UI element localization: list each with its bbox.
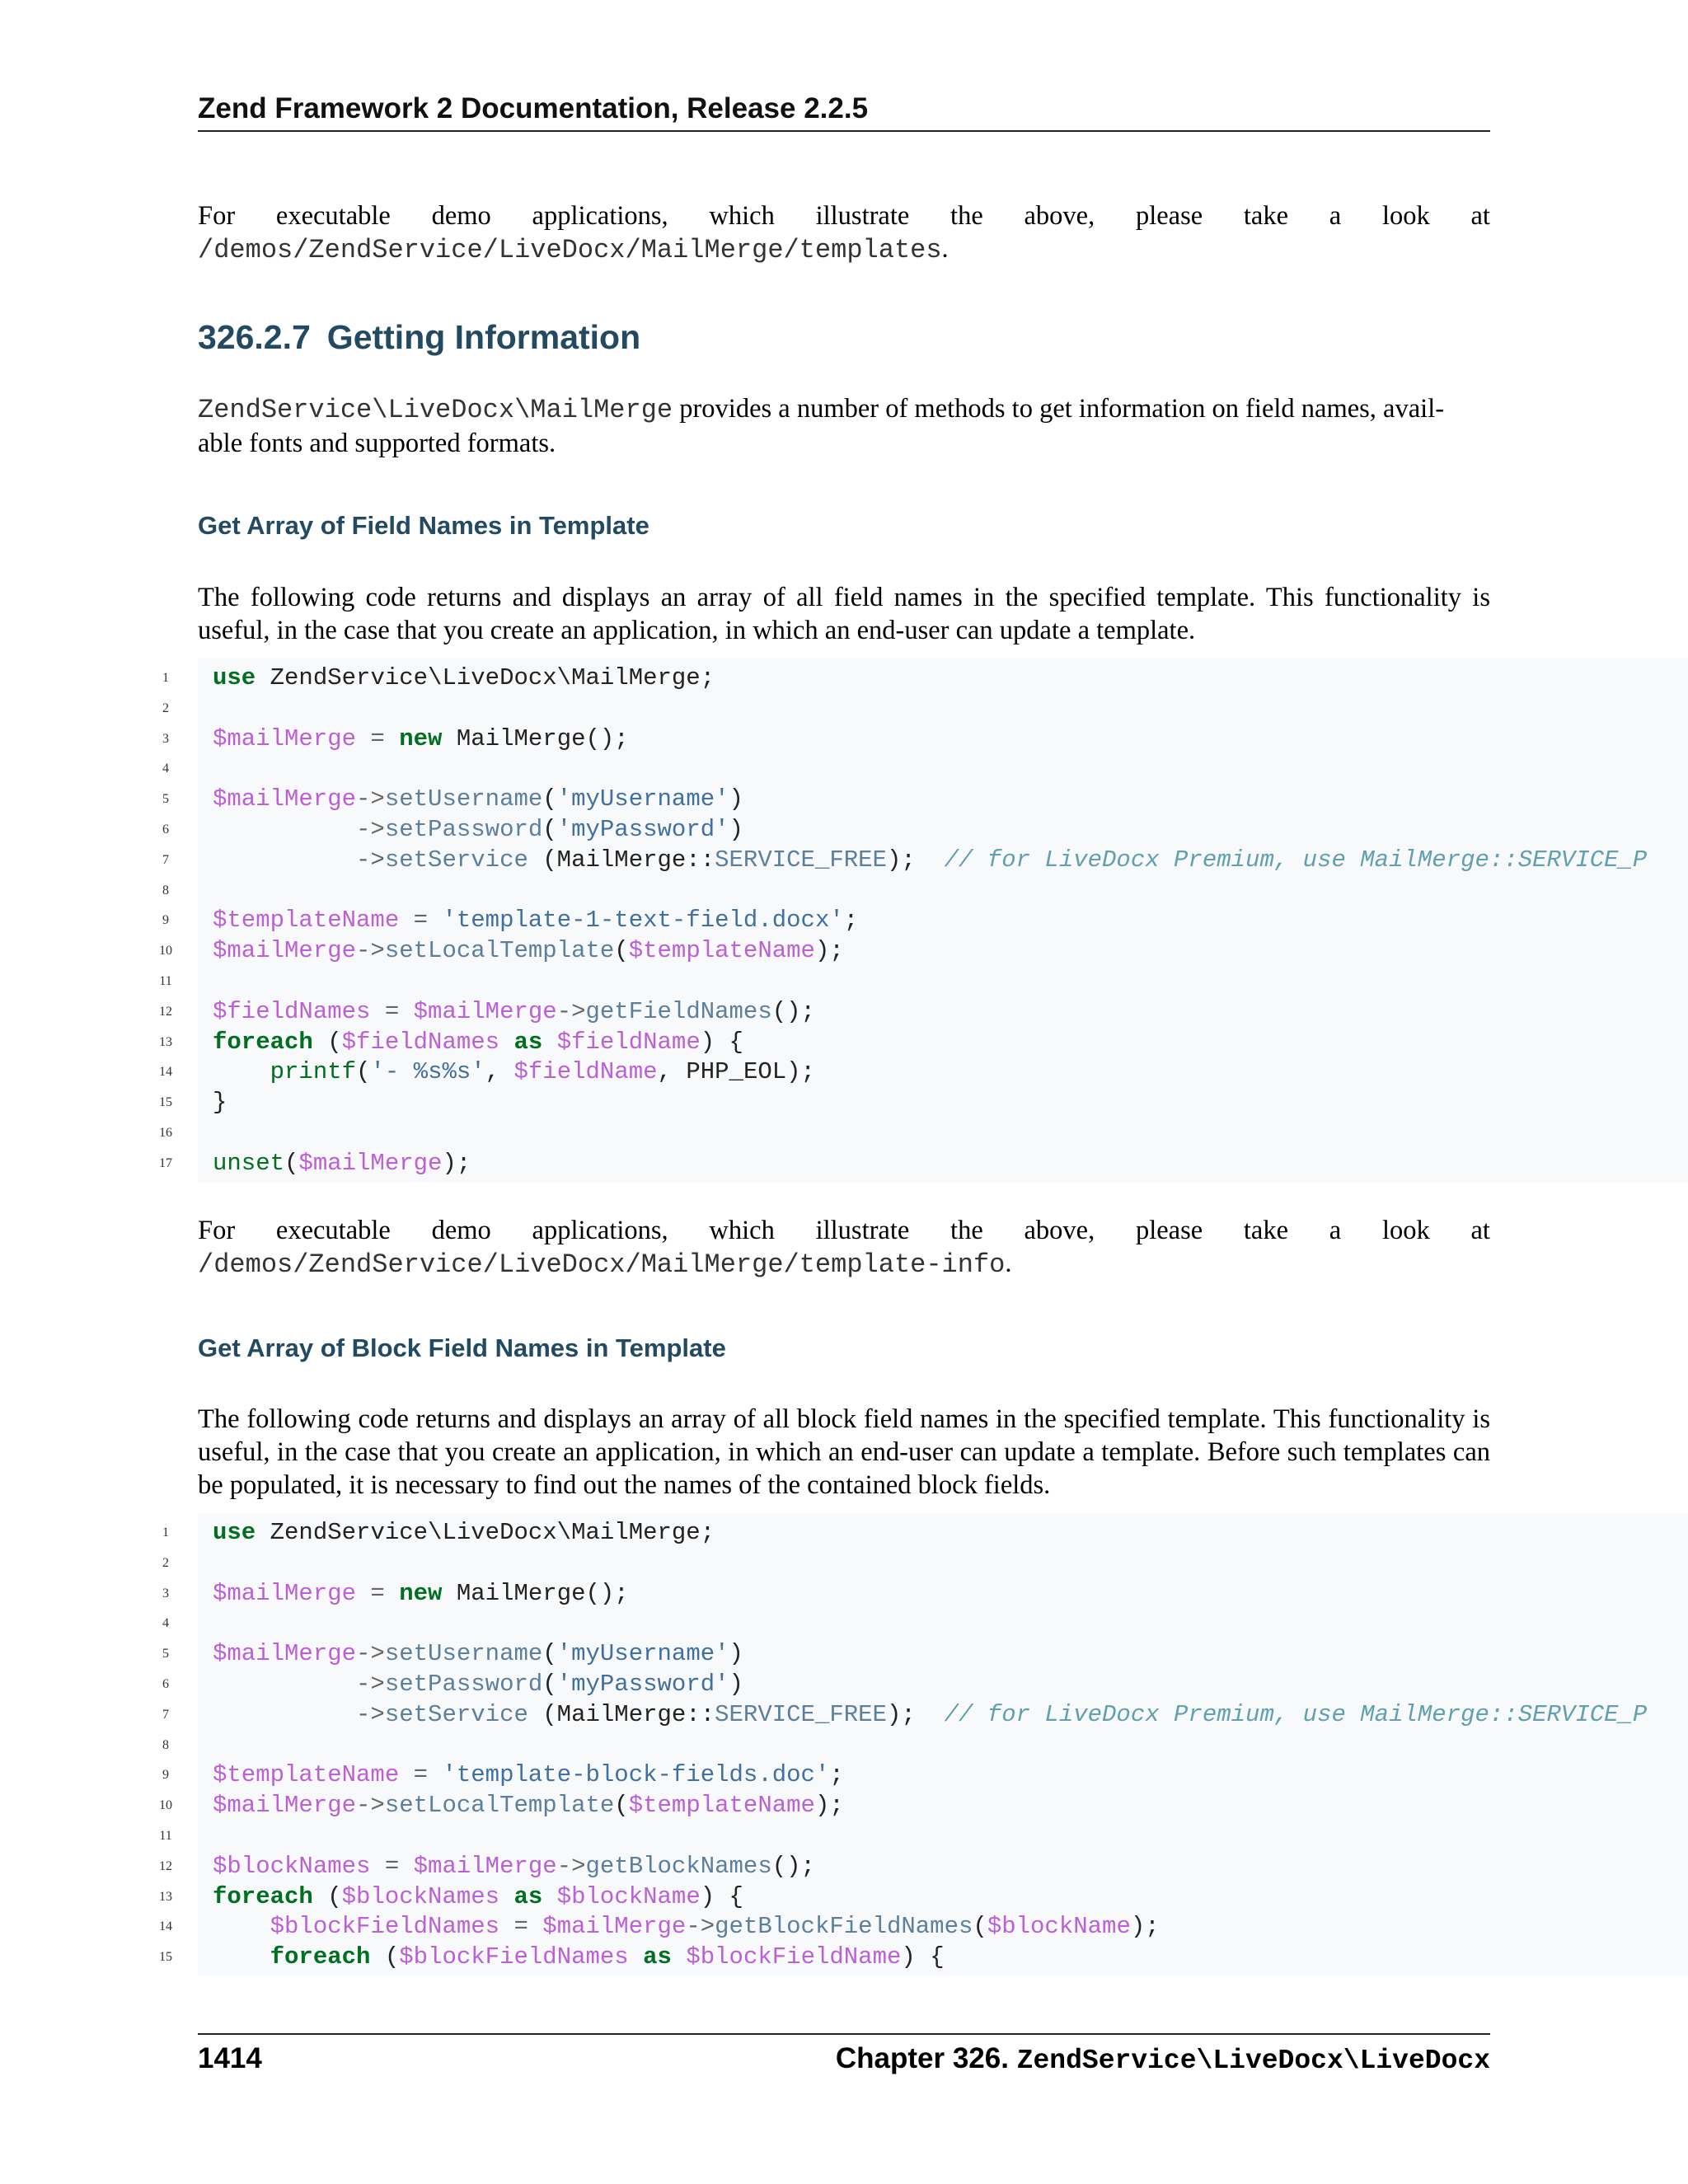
section-title: Getting Information <box>326 318 641 356</box>
section-heading <box>198 318 640 357</box>
running-footer-chapter: Chapter 326. ZendService\LiveDocx\LiveDocx <box>835 2042 1490 2076</box>
section-intro-paragraph: ZendService\LiveDocx\MailMerge provides a number of methods to get information on field names, avail- able fonts and supported formats. <box>198 394 1445 458</box>
subsection-description: The following code returns and displays an array of all field names in the specified template. This functionality is useful, in the case that you create an application, in which an end-user can update a template. <box>198 583 1490 645</box>
demo-reference-paragraph <box>198 199 1490 267</box>
inline-code: ZendService\LiveDocx\MailMerge <box>198 395 673 425</box>
subsection-heading-field-names: Get Array of Field Names in Template <box>198 511 649 540</box>
section-number: 326.2.7 <box>198 318 311 356</box>
header-rule <box>198 130 1490 132</box>
path-line: /demos/ZendService/LiveDocx/MailMerge/templates. <box>198 234 949 265</box>
path-line: /demos/ZendService/LiveDocx/MailMerge/template-info. <box>198 1249 1012 1280</box>
demo-reference-paragraph-template-info <box>198 1214 1490 1282</box>
demo-path: /demos/ZendService/LiveDocx/MailMerge/templates <box>198 235 942 265</box>
subsection-description: The following code returns and displays an array of all block field names in the specified template. This functionality is useful, in the case that you create an application, in which an end-user can update a template. Before such templates can be populated, it is necessary to find out the names of the contained block fields. <box>198 1404 1490 1500</box>
running-header: Zend Framework 2 Documentation, Release 2.2.5 <box>198 92 869 124</box>
justified-line: For executable demo applications, which illustrate the above, please take a look at <box>198 1216 1490 1245</box>
justified-line: For executable demo applications, which illustrate the above, please take a look at <box>198 201 1490 231</box>
page-number: 1414 <box>198 2042 262 2074</box>
document-page: Zend Framework 2 Documentation, Release 2.2.5 For executable demo applications, which illustrate the above, please take a look at /demos/ZendService/LiveDocx/MailMerge/templates. 326.2.7 Getting Information ZendService\LiveDocx\MailMerge provides a number of methods to get information on field names, avail- able fonts and supported formats. Get Array of Field Names in Template The following code returns and displays an array of all field names in the specified template. This functionality is useful, in the case that you create an application, in which an end-user can update a template. 1 use ZendService\LiveDocx\MailMerge; 2 3 $mailMerge = new MailMerge(); 4 5 $mailMerge->setUsername('myUsername') 6 ->setPassword('myPassword') 7 ->setService (MailMerge::SERVICE_FREE); // for LiveDocx Premium, use MailMerge::SERVICE_P 8 9 $templateName = 'template-1-text-field.docx'; 10 $mailMerge->setLocalTemplate($templateName); 11 12 $fieldNames = $mailMerge->getFieldNames(); 13 foreach ($fieldNames as $fieldName) { 14 printf('- %s%s', $fieldName, PHP_EOL); 15 } 16 17 unset($mailMerge); For executable demo applications, which illustrate the above, please take a look at /demos/ZendService/LiveDocx/MailMerge/template-info. Get Array of Block Field Names in Template The following code returns and displays an array of all block field names in the specified template. This functionality is useful, in the case that you create an application, in which an end-user can update a template. Before such templates can be populated, it is necessary to find out the names of the contained block fields. 1 use ZendService\LiveDocx\MailMerge; 2 3 $mailMerge = new MailMerge(); 4 5 $mailMerge->setUsername('myUsername') 6 ->setPassword('myPassword') 7 ->setService (MailMerge::SERVICE_FREE); // for LiveDocx Premium, use MailMerge::SERVICE_P 8 9 $templateName = 'template-block-fields.doc'; 10 $mailMerge->setLocalTemplate($templateName); 11 12 $blockNames = $mailMerge->getBlockNames(); 13 foreach ($blockNames as $blockName) { 14 $blockFieldNames = $mailMerge->getBlockFieldNames($blockName); 15 foreach ($blockFieldNames as $blockFieldName) { 1414 Chapter 326. ZendService\LiveDocx\LiveDocx <box>0 0 1688 2184</box>
subsection-heading-block-field-names: Get Array of Block Field Names in Template <box>198 1333 726 1362</box>
demo-path: /demos/ZendService/LiveDocx/MailMerge/template-info <box>198 1249 1006 1280</box>
footer-rule <box>198 2033 1490 2035</box>
